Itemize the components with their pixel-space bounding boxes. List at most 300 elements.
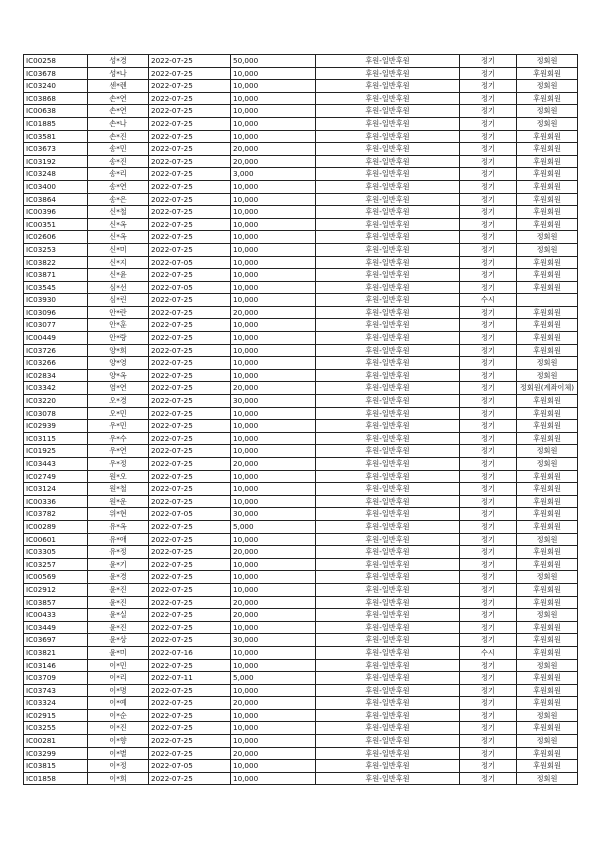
table-row: [24, 596, 578, 609]
donor-id-cell: IC02939: [24, 420, 88, 433]
category-cell: 후원-일반후원: [316, 269, 460, 282]
amount-cell: 10,000: [231, 218, 316, 231]
member-type-cell: 후원회원: [517, 319, 578, 332]
table-row: [24, 470, 578, 483]
donor-name-cell: 송*리: [88, 168, 149, 181]
table-row: [24, 231, 578, 244]
category-cell: 후원-일반후원: [316, 420, 460, 433]
donor-id-cell: IC01925: [24, 445, 88, 458]
amount-cell: 10,000: [231, 621, 316, 634]
member-type-cell: 후원회원: [517, 747, 578, 760]
date-cell: 2022-07-25: [149, 470, 231, 483]
member-type-cell: 후원회원: [517, 269, 578, 282]
donor-id-cell: IC03400: [24, 180, 88, 193]
payment-type-cell: 정기: [460, 709, 517, 722]
payment-type-cell: 정기: [460, 634, 517, 647]
category-cell: 후원-일반후원: [316, 143, 460, 156]
member-type-cell: 후원회원: [517, 596, 578, 609]
donation-table: [23, 54, 578, 785]
category-cell: 후원-일반후원: [316, 218, 460, 231]
amount-cell: 10,000: [231, 571, 316, 584]
amount-cell: 10,000: [231, 432, 316, 445]
donor-id-cell: IC00289: [24, 520, 88, 533]
date-cell: 2022-07-25: [149, 722, 231, 735]
donor-name-cell: 윤*상: [88, 634, 149, 647]
donor-name-cell: 원*철: [88, 483, 149, 496]
table-row: [24, 697, 578, 710]
table-row: [24, 67, 578, 80]
category-cell: 후원-일반후원: [316, 546, 460, 559]
category-cell: 후원-일반후원: [316, 709, 460, 722]
donor-id-cell: IC01885: [24, 117, 88, 130]
member-type-cell: 후원회원: [517, 483, 578, 496]
category-cell: 후원-일반후원: [316, 458, 460, 471]
donor-name-cell: 윤*진: [88, 621, 149, 634]
payment-type-cell: 정기: [460, 684, 517, 697]
payment-type-cell: 정기: [460, 697, 517, 710]
category-cell: 후원-일반후원: [316, 369, 460, 382]
category-cell: 후원-일반후원: [316, 92, 460, 105]
category-cell: 후원-일반후원: [316, 243, 460, 256]
donor-name-cell: 원*오: [88, 470, 149, 483]
date-cell: 2022-07-25: [149, 369, 231, 382]
category-cell: 후원-일반후원: [316, 80, 460, 93]
member-type-cell: 후원회원: [517, 470, 578, 483]
category-cell: 후원-일반후원: [316, 583, 460, 596]
amount-cell: 10,000: [231, 495, 316, 508]
table-row: [24, 772, 578, 785]
table-row: [24, 155, 578, 168]
amount-cell: 10,000: [231, 735, 316, 748]
date-cell: 2022-07-25: [149, 105, 231, 118]
amount-cell: 10,000: [231, 243, 316, 256]
amount-cell: 10,000: [231, 332, 316, 345]
amount-cell: 10,000: [231, 407, 316, 420]
date-cell: 2022-07-25: [149, 533, 231, 546]
donor-name-cell: 오*경: [88, 395, 149, 408]
amount-cell: 20,000: [231, 458, 316, 471]
payment-type-cell: 정기: [460, 558, 517, 571]
date-cell: 2022-07-25: [149, 445, 231, 458]
category-cell: 후원-일반후원: [316, 117, 460, 130]
category-cell: 후원-일반후원: [316, 659, 460, 672]
amount-cell: 10,000: [231, 533, 316, 546]
member-type-cell: 후원회원: [517, 306, 578, 319]
donor-id-cell: IC03821: [24, 646, 88, 659]
date-cell: 2022-07-25: [149, 583, 231, 596]
member-type-cell: 후원회원: [517, 281, 578, 294]
date-cell: 2022-07-25: [149, 709, 231, 722]
table-row: [24, 306, 578, 319]
donor-id-cell: IC02749: [24, 470, 88, 483]
amount-cell: 10,000: [231, 646, 316, 659]
payment-type-cell: 정기: [460, 55, 517, 68]
donor-name-cell: 안*랑: [88, 332, 149, 345]
payment-type-cell: 정기: [460, 571, 517, 584]
amount-cell: 30,000: [231, 395, 316, 408]
donor-id-cell: IC03248: [24, 168, 88, 181]
amount-cell: 20,000: [231, 155, 316, 168]
member-type-cell: 후원회원: [517, 583, 578, 596]
category-cell: 후원-일반후원: [316, 483, 460, 496]
amount-cell: 10,000: [231, 256, 316, 269]
donor-name-cell: 유*정: [88, 546, 149, 559]
amount-cell: 20,000: [231, 609, 316, 622]
donor-name-cell: 송*은: [88, 193, 149, 206]
table-row: [24, 130, 578, 143]
member-type-cell: 후원회원: [517, 67, 578, 80]
payment-type-cell: 정기: [460, 432, 517, 445]
donor-id-cell: IC03782: [24, 508, 88, 521]
date-cell: 2022-07-25: [149, 596, 231, 609]
payment-type-cell: 정기: [460, 206, 517, 219]
donor-name-cell: 양*희: [88, 344, 149, 357]
payment-type-cell: 정기: [460, 621, 517, 634]
amount-cell: 10,000: [231, 105, 316, 118]
member-type-cell: 정회원: [517, 369, 578, 382]
donor-id-cell: IC03078: [24, 407, 88, 420]
donor-name-cell: 신*옥: [88, 231, 149, 244]
category-cell: 후원-일반후원: [316, 67, 460, 80]
date-cell: 2022-07-25: [149, 143, 231, 156]
table-row: [24, 546, 578, 559]
member-type-cell: 후원회원: [517, 256, 578, 269]
amount-cell: 20,000: [231, 143, 316, 156]
donor-id-cell: IC00396: [24, 206, 88, 219]
table-row: [24, 420, 578, 433]
table-row: [24, 206, 578, 219]
member-type-cell: 후원회원: [517, 143, 578, 156]
donor-name-cell: 염*연: [88, 382, 149, 395]
member-type-cell: 후원회원: [517, 332, 578, 345]
member-type-cell: 후원회원: [517, 206, 578, 219]
donor-name-cell: 송*민: [88, 143, 149, 156]
date-cell: 2022-07-05: [149, 508, 231, 521]
table-row: [24, 445, 578, 458]
member-type-cell: 후원회원: [517, 432, 578, 445]
donor-id-cell: IC03697: [24, 634, 88, 647]
category-cell: 후원-일반후원: [316, 105, 460, 118]
category-cell: 후원-일반후원: [316, 697, 460, 710]
category-cell: 후원-일반후원: [316, 231, 460, 244]
donor-id-cell: IC03822: [24, 256, 88, 269]
payment-type-cell: 정기: [460, 319, 517, 332]
table-row: [24, 395, 578, 408]
payment-type-cell: 정기: [460, 470, 517, 483]
member-type-cell: 후원회원: [517, 395, 578, 408]
member-type-cell: 후원회원: [517, 520, 578, 533]
donor-name-cell: 윤*실: [88, 609, 149, 622]
member-type-cell: 후원회원: [517, 558, 578, 571]
member-type-cell: 정회원: [517, 445, 578, 458]
amount-cell: 20,000: [231, 747, 316, 760]
category-cell: 후원-일반후원: [316, 684, 460, 697]
table-row: [24, 218, 578, 231]
date-cell: 2022-07-25: [149, 432, 231, 445]
member-type-cell: 정회원: [517, 357, 578, 370]
payment-type-cell: 정기: [460, 281, 517, 294]
member-type-cell: 후원회원: [517, 155, 578, 168]
member-type-cell: 정회원: [517, 533, 578, 546]
donor-name-cell: 이*별: [88, 747, 149, 760]
donor-name-cell: 이*민: [88, 659, 149, 672]
table-row: [24, 117, 578, 130]
donor-id-cell: IC02912: [24, 583, 88, 596]
category-cell: 후원-일반후원: [316, 621, 460, 634]
amount-cell: 5,000: [231, 520, 316, 533]
donor-id-cell: IC00601: [24, 533, 88, 546]
member-type-cell: 정회원: [517, 458, 578, 471]
date-cell: 2022-07-25: [149, 495, 231, 508]
amount-cell: 20,000: [231, 596, 316, 609]
category-cell: 후원-일반후원: [316, 596, 460, 609]
donor-name-cell: 윤*경: [88, 571, 149, 584]
amount-cell: 10,000: [231, 319, 316, 332]
table-row: [24, 722, 578, 735]
member-type-cell: 후원회원: [517, 168, 578, 181]
payment-type-cell: 정기: [460, 168, 517, 181]
donor-id-cell: IC00569: [24, 571, 88, 584]
date-cell: 2022-07-25: [149, 130, 231, 143]
donor-id-cell: IC00281: [24, 735, 88, 748]
payment-type-cell: 정기: [460, 92, 517, 105]
date-cell: 2022-07-25: [149, 193, 231, 206]
donor-name-cell: 윤*기: [88, 558, 149, 571]
member-type-cell: 정회원: [517, 105, 578, 118]
date-cell: 2022-07-25: [149, 659, 231, 672]
date-cell: 2022-07-25: [149, 634, 231, 647]
date-cell: 2022-07-25: [149, 558, 231, 571]
donor-id-cell: IC03266: [24, 357, 88, 370]
category-cell: 후원-일반후원: [316, 55, 460, 68]
date-cell: 2022-07-25: [149, 571, 231, 584]
payment-type-cell: 정기: [460, 458, 517, 471]
donor-id-cell: IC03124: [24, 483, 88, 496]
donor-name-cell: 위*현: [88, 508, 149, 521]
payment-type-cell: 정기: [460, 445, 517, 458]
member-type-cell: [517, 294, 578, 307]
category-cell: 후원-일반후원: [316, 193, 460, 206]
category-cell: 후원-일반후원: [316, 256, 460, 269]
table-row: [24, 369, 578, 382]
date-cell: 2022-07-25: [149, 609, 231, 622]
donor-id-cell: IC00449: [24, 332, 88, 345]
date-cell: 2022-07-25: [149, 382, 231, 395]
donor-name-cell: 손*나: [88, 117, 149, 130]
amount-cell: 10,000: [231, 206, 316, 219]
amount-cell: 3,000: [231, 168, 316, 181]
donor-id-cell: IC02915: [24, 709, 88, 722]
table-body: [24, 55, 578, 785]
donor-id-cell: IC03255: [24, 722, 88, 735]
date-cell: 2022-07-25: [149, 458, 231, 471]
date-cell: 2022-07-25: [149, 407, 231, 420]
amount-cell: 10,000: [231, 483, 316, 496]
table-row: [24, 294, 578, 307]
table-row: [24, 193, 578, 206]
donor-id-cell: IC02834: [24, 369, 88, 382]
donor-name-cell: 안*란: [88, 306, 149, 319]
category-cell: 후원-일반후원: [316, 155, 460, 168]
date-cell: 2022-07-05: [149, 256, 231, 269]
donor-name-cell: 유*애: [88, 533, 149, 546]
payment-type-cell: 정기: [460, 609, 517, 622]
category-cell: 후원-일반후원: [316, 722, 460, 735]
payment-type-cell: 정기: [460, 369, 517, 382]
donor-id-cell: IC03673: [24, 143, 88, 156]
payment-type-cell: 정기: [460, 269, 517, 282]
donor-name-cell: 이*정: [88, 760, 149, 773]
donor-id-cell: IC03581: [24, 130, 88, 143]
amount-cell: 10,000: [231, 470, 316, 483]
donor-id-cell: IC03257: [24, 558, 88, 571]
donor-name-cell: 이*예: [88, 697, 149, 710]
table-row: [24, 621, 578, 634]
member-type-cell: 후원회원: [517, 407, 578, 420]
date-cell: 2022-07-25: [149, 357, 231, 370]
donor-name-cell: 송*진: [88, 155, 149, 168]
donor-name-cell: 성*경: [88, 55, 149, 68]
table-row: [24, 646, 578, 659]
date-cell: 2022-07-25: [149, 306, 231, 319]
donor-name-cell: 이*향: [88, 735, 149, 748]
date-cell: 2022-07-25: [149, 735, 231, 748]
category-cell: 후원-일반후원: [316, 445, 460, 458]
member-type-cell: 후원회원: [517, 684, 578, 697]
date-cell: 2022-07-16: [149, 646, 231, 659]
payment-type-cell: 정기: [460, 407, 517, 420]
member-type-cell: 후원회원: [517, 634, 578, 647]
donor-id-cell: IC03192: [24, 155, 88, 168]
payment-type-cell: 정기: [460, 533, 517, 546]
amount-cell: 10,000: [231, 772, 316, 785]
donor-name-cell: 손*연: [88, 105, 149, 118]
amount-cell: 10,000: [231, 269, 316, 282]
date-cell: 2022-07-25: [149, 155, 231, 168]
table-row: [24, 319, 578, 332]
member-type-cell: 정회원: [517, 80, 578, 93]
date-cell: 2022-07-25: [149, 520, 231, 533]
category-cell: 후원-일반후원: [316, 533, 460, 546]
donor-id-cell: IC00351: [24, 218, 88, 231]
date-cell: 2022-07-25: [149, 269, 231, 282]
payment-type-cell: 정기: [460, 218, 517, 231]
donor-name-cell: 이*명: [88, 684, 149, 697]
date-cell: 2022-07-25: [149, 546, 231, 559]
donor-id-cell: IC03305: [24, 546, 88, 559]
member-type-cell: 정회원: [517, 117, 578, 130]
donor-id-cell: IC03240: [24, 80, 88, 93]
member-type-cell: 후원회원: [517, 722, 578, 735]
table-row: [24, 571, 578, 584]
member-type-cell: 정회원: [517, 55, 578, 68]
amount-cell: 10,000: [231, 357, 316, 370]
amount-cell: 5,000: [231, 672, 316, 685]
date-cell: 2022-07-25: [149, 621, 231, 634]
payment-type-cell: 정기: [460, 332, 517, 345]
payment-type-cell: 정기: [460, 155, 517, 168]
category-cell: 후원-일반후원: [316, 407, 460, 420]
date-cell: 2022-07-25: [149, 92, 231, 105]
payment-type-cell: 정기: [460, 722, 517, 735]
payment-type-cell: 정기: [460, 67, 517, 80]
date-cell: 2022-07-25: [149, 344, 231, 357]
date-cell: 2022-07-25: [149, 168, 231, 181]
table-row: [24, 243, 578, 256]
date-cell: 2022-07-25: [149, 80, 231, 93]
donor-id-cell: IC03545: [24, 281, 88, 294]
member-type-cell: 후원회원: [517, 760, 578, 773]
amount-cell: 10,000: [231, 709, 316, 722]
category-cell: 후원-일반후원: [316, 609, 460, 622]
donor-id-cell: IC03709: [24, 672, 88, 685]
table-row: [24, 583, 578, 596]
amount-cell: 10,000: [231, 420, 316, 433]
date-cell: 2022-07-25: [149, 747, 231, 760]
amount-cell: 10,000: [231, 67, 316, 80]
donor-name-cell: 우*연: [88, 445, 149, 458]
category-cell: 후원-일반후원: [316, 281, 460, 294]
date-cell: 2022-07-25: [149, 294, 231, 307]
member-type-cell: 후원회원: [517, 193, 578, 206]
date-cell: 2022-07-25: [149, 319, 231, 332]
donor-id-cell: IC03115: [24, 432, 88, 445]
amount-cell: 10,000: [231, 369, 316, 382]
payment-type-cell: 정기: [460, 357, 517, 370]
amount-cell: 20,000: [231, 697, 316, 710]
donor-name-cell: 이*리: [88, 672, 149, 685]
amount-cell: 10,000: [231, 130, 316, 143]
date-cell: 2022-07-25: [149, 772, 231, 785]
category-cell: 후원-일반후원: [316, 294, 460, 307]
payment-type-cell: 정기: [460, 382, 517, 395]
table-row: [24, 105, 578, 118]
amount-cell: 10,000: [231, 193, 316, 206]
category-cell: 후원-일반후원: [316, 520, 460, 533]
donor-id-cell: IC00433: [24, 609, 88, 622]
donor-id-cell: IC03096: [24, 306, 88, 319]
donor-name-cell: 신*윤: [88, 269, 149, 282]
donor-id-cell: IC03342: [24, 382, 88, 395]
donor-id-cell: IC03868: [24, 92, 88, 105]
payment-type-cell: 정기: [460, 344, 517, 357]
donor-name-cell: 우*정: [88, 458, 149, 471]
table-row: [24, 684, 578, 697]
table-row: [24, 55, 578, 68]
donor-name-cell: 안*훈: [88, 319, 149, 332]
amount-cell: 20,000: [231, 546, 316, 559]
donor-name-cell: 윤*미: [88, 646, 149, 659]
table-row: [24, 495, 578, 508]
amount-cell: 10,000: [231, 583, 316, 596]
payment-type-cell: 정기: [460, 760, 517, 773]
date-cell: 2022-07-25: [149, 395, 231, 408]
table-row: [24, 143, 578, 156]
donor-name-cell: 송*연: [88, 180, 149, 193]
category-cell: 후원-일반후원: [316, 571, 460, 584]
payment-type-cell: 정기: [460, 105, 517, 118]
table-row: [24, 508, 578, 521]
payment-type-cell: 정기: [460, 130, 517, 143]
payment-type-cell: 정기: [460, 672, 517, 685]
payment-type-cell: 정기: [460, 596, 517, 609]
amount-cell: 10,000: [231, 558, 316, 571]
donor-name-cell: 손*연: [88, 92, 149, 105]
payment-type-cell: 정기: [460, 520, 517, 533]
member-type-cell: 정회원: [517, 659, 578, 672]
donor-name-cell: 이*진: [88, 722, 149, 735]
table-row: [24, 672, 578, 685]
